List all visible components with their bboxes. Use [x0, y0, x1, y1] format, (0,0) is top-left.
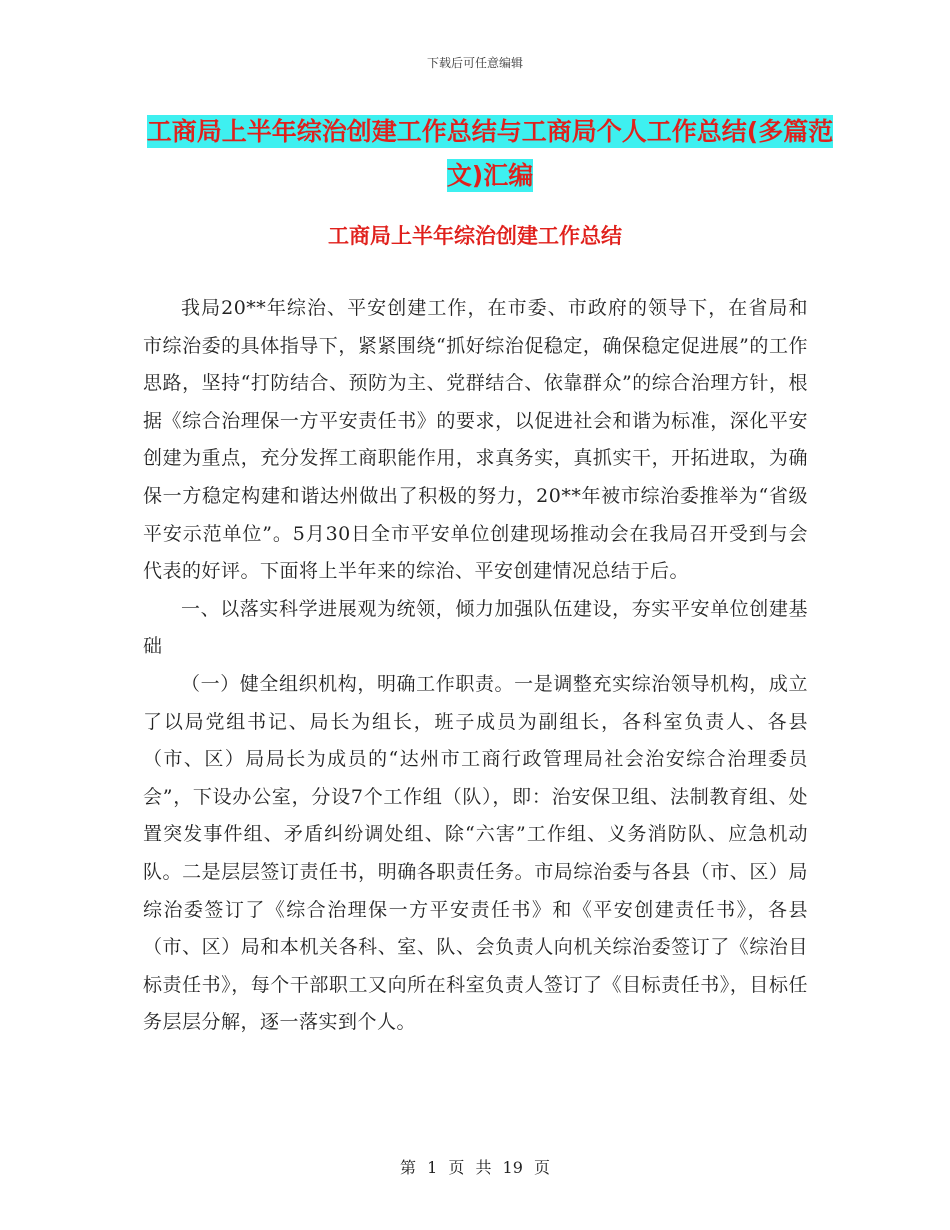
document-title [140, 110, 840, 198]
section-title: 工商局上半年综治创建工作总结 [328, 224, 622, 248]
header-note: 下载后可任意编辑 [426, 56, 523, 70]
paragraph-intro: 我局20**年综治、平安创建工作，在市委、市政府的领导下，在省局和市综治委的具体指导下，紧紧围绕“抓好综治促稳定，确保稳定促进展”的工作思路，坚持“打防结合、预防为主、党群结合、依靠群众”的综合治理方针，根据《综合治理保一方平安责任书》的要求，以促进社会和谐为标准，深化平安创建为重点，充分发挥工商职能作用，求真务实，真抓实干，开拓进取，为确保一方稳定构建和谐达州做出了积极的努力，20**年被市综治委推举为“省级平安示范单位”。5月30日全市平安单位创建现场推动会在我局召开受到与会代表的好评。下面将上半年来的综治、平安创建情况总结于后。 [143, 297, 808, 583]
paragraph-heading-1: 一、以落实科学进展观为统领，倾力加强队伍建设，夯实平安单位创建基础 [143, 597, 808, 658]
page-footer: 第 1 页 共 19 页 [400, 1158, 550, 1177]
document-title-text: 工商局上半年综治创建工作总结与工商局个人工作总结(多篇范文)汇编 [146, 117, 834, 190]
paragraph-subsection-1: （一）健全组织机构，明确工作职责。一是调整充实综治领导机构，成立了以局党组书记、局长为组长，班子成员为副组长，各科室负责人、各县（市、区）局局长为成员的“达州市工商行政管理局社会治安综合治理委员会”，下设办公室，分设7个工作组（队），即：治安保卫组、法制教育组、处置突发事件组、矛盾纠纷调处组、除“六害”工作组、义务消防队、应急机动队。二是层层签订责任书，明确各职责任务。市局综治委与各县（市、区）局综治委签订了《综合治理保一方平安责任书》和《平安创建责任书》，各县（市、区）局和本机关各科、室、队、会负责人向机关综治委签订了《综治目标责任书》，每个干部职工又向所在科室负责人签订了《目标责任书》，目标任务层层分解，逐一落实到个人。 [143, 672, 808, 1034]
document-body [143, 290, 808, 1042]
